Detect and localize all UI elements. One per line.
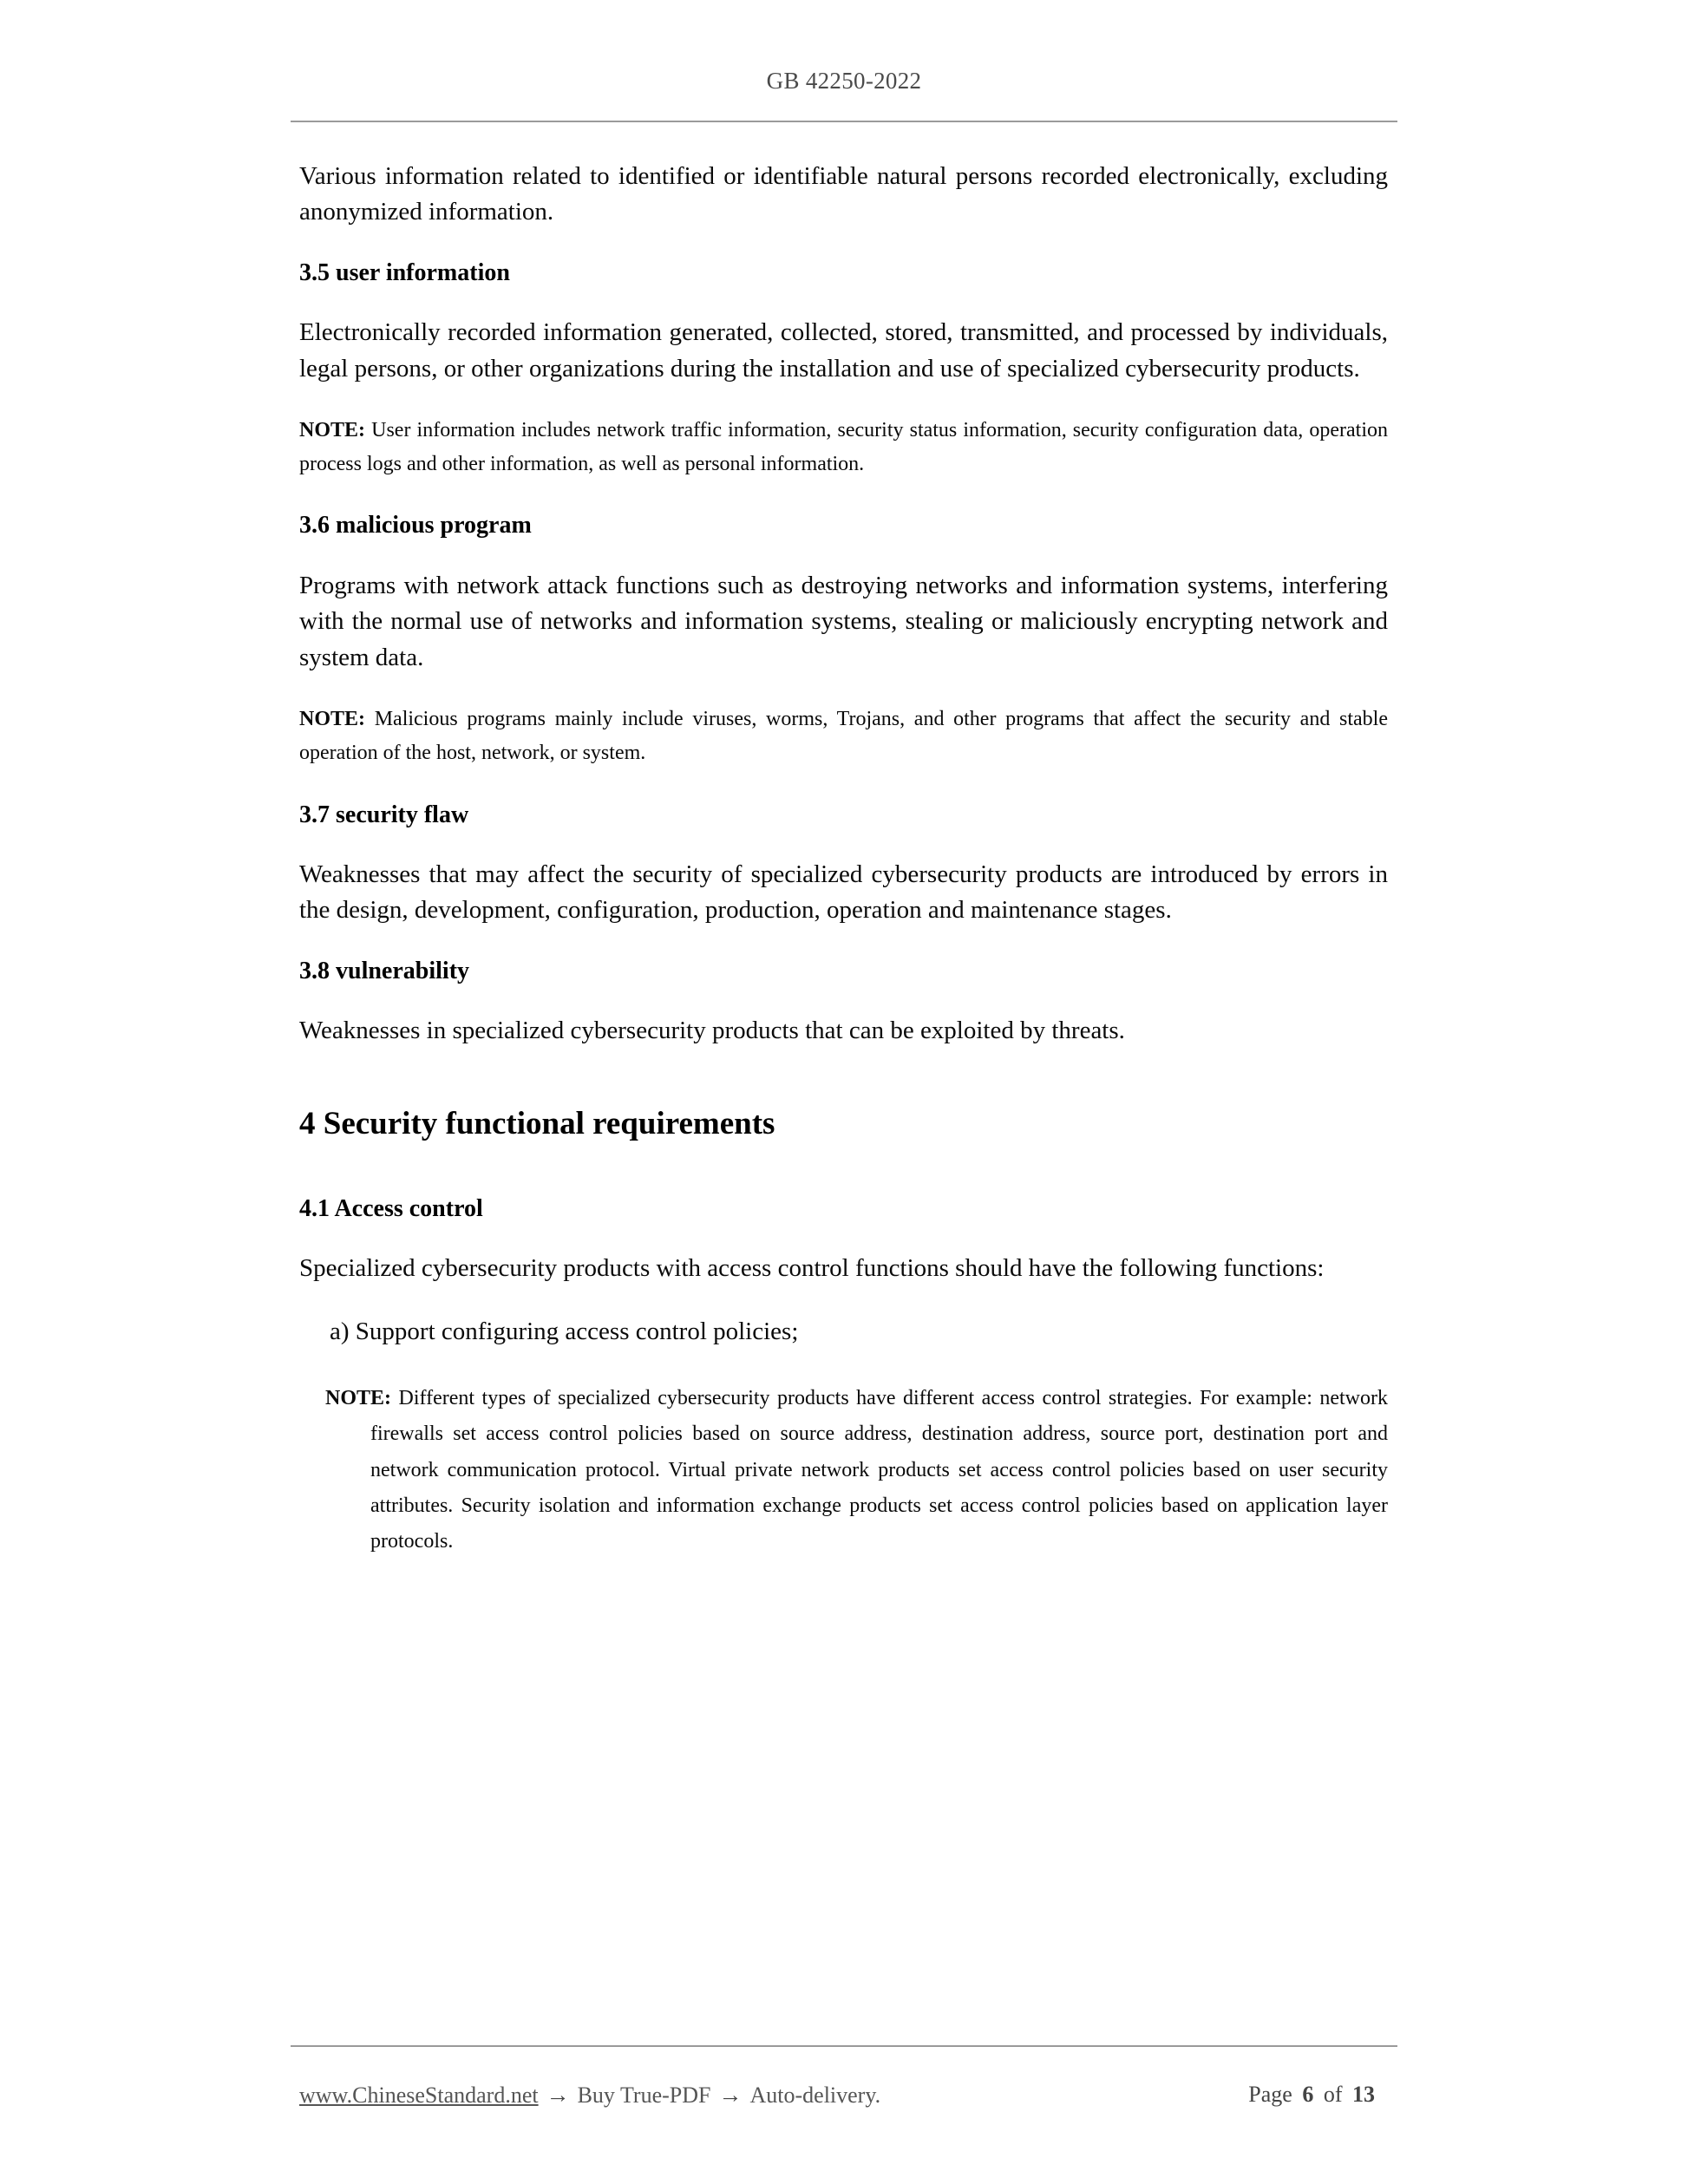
page-word: Page	[1248, 2082, 1292, 2107]
section-heading-4-1: 4.1 Access control	[299, 1194, 483, 1222]
footer-promo-line	[299, 2082, 880, 2109]
footer-promo-buy: Buy True-PDF	[577, 2082, 711, 2108]
of-word: of	[1323, 2082, 1343, 2107]
note-4-1	[299, 1381, 1388, 1560]
arrow-right-icon: →	[546, 2081, 570, 2108]
section-heading-3-7: 3.7 security flaw	[299, 801, 469, 828]
note-text: User information includes network traffic information, security status information, security configuration data, operation process logs and other information, as well as personal information.	[299, 419, 1388, 476]
note-label: NOTE:	[325, 1387, 392, 1410]
page-header	[291, 68, 1397, 95]
footer-promo-delivery: Auto-delivery.	[749, 2082, 881, 2108]
note-text: Malicious programs mainly include viruses, worms, Trojans, and other programs that affect the security and stable operation of the host, network, or system.	[299, 708, 1388, 765]
section-heading-3-5: 3.5 user information	[299, 258, 510, 286]
section-heading-3-8: 3.8 vulnerability	[299, 957, 470, 984]
current-page-number: 6	[1302, 2082, 1314, 2107]
page-indicator	[1248, 2082, 1379, 2108]
section-body-3-7: Weaknesses that may affect the security of specialized cybersecurity products are introduced by errors in the design, development, configuration, production, operation and maintenance stages.	[299, 860, 1388, 925]
header-divider	[291, 121, 1397, 122]
website-link[interactable]: www.ChineseStandard.net	[299, 2082, 539, 2108]
list-item: a) Support configuring access control policies;	[330, 1317, 799, 1345]
document-content	[299, 159, 1388, 1568]
paragraph-definition-continued: Various information related to identified or identifiable natural persons recorded electronically, excluding anonymized information.	[299, 162, 1388, 226]
standard-number: GB 42250-2022	[766, 68, 922, 94]
footer-divider	[291, 2045, 1397, 2047]
section-heading-3-6: 3.6 malicious program	[299, 512, 532, 539]
note-text: Different types of specialized cybersecurity products have different access control strategies. For example: network firewalls set access control policies based on source address, destination address, source port, destination port and network communication protocol. Virtual private network products set access control policies based on user security attributes. Security isolation and information exchange products set access control policies based on application layer protocols.	[370, 1387, 1388, 1553]
section-body-3-8: Weaknesses in specialized cybersecurity products that can be exploited by threats.	[299, 1017, 1125, 1045]
major-heading-4: 4 Security functional requirements	[299, 1105, 775, 1141]
note-label: NOTE:	[299, 708, 366, 731]
note-3-5	[299, 414, 1388, 481]
section-body-4-1: Specialized cybersecurity products with access control functions should have the following functions:	[299, 1254, 1325, 1283]
arrow-right-icon: →	[718, 2081, 743, 2108]
section-body-3-6: Programs with network attack functions such as destroying networks and information systems, interfering with the normal use of networks and information systems, stealing or maliciously encrypting network and system data.	[299, 571, 1388, 671]
section-body-3-5: Electronically recorded information generated, collected, stored, transmitted, and processed by individuals, legal persons, or other organizations during the installation and use of specialized cybersecurity products.	[299, 318, 1388, 383]
note-3-6	[299, 703, 1388, 770]
page-footer	[299, 2075, 1397, 2115]
total-page-count: 13	[1352, 2082, 1375, 2107]
note-label: NOTE:	[299, 419, 366, 442]
